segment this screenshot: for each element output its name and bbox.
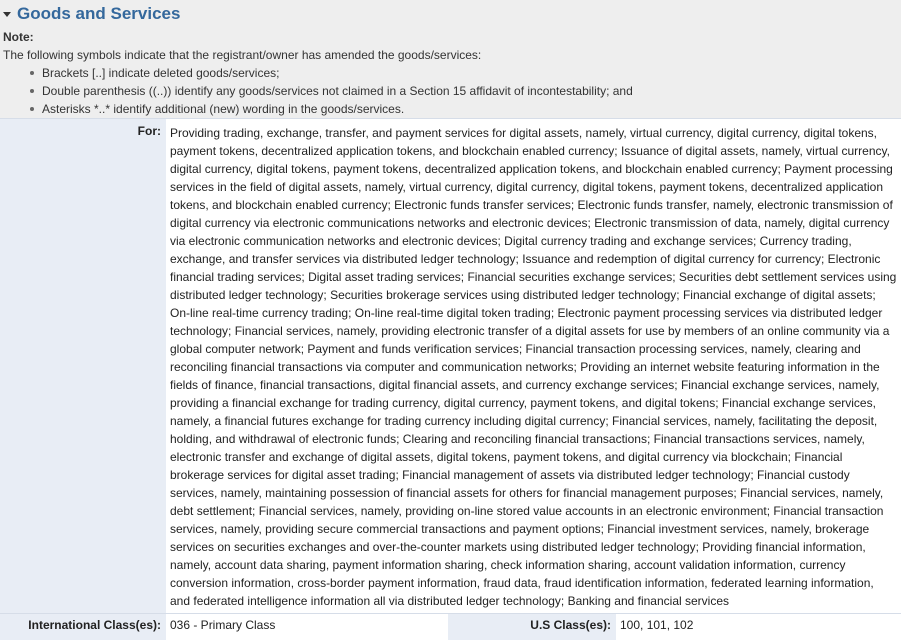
us-class-value: 100, 101, 102 bbox=[620, 618, 694, 632]
section-title: Goods and Services bbox=[17, 4, 181, 23]
note-label: Note: bbox=[3, 30, 34, 44]
for-row bbox=[0, 118, 901, 613]
international-class-value: 036 - Primary Class bbox=[170, 618, 276, 632]
note-list bbox=[3, 64, 898, 118]
goods-services-header[interactable] bbox=[0, 0, 901, 28]
note-item-double-parenthesis: Double parenthesis ((..)) identify any goods/services not claimed in a Section 15 affidavit of incontestability; and bbox=[42, 82, 898, 100]
note-intro: The following symbols indicate that the registrant/owner has amended the goods/services: bbox=[3, 48, 482, 62]
us-class-label: U.S Class(es): bbox=[448, 614, 616, 640]
international-class-label: International Class(es): bbox=[0, 614, 166, 640]
goods-services-description: Providing trading, exchange, transfer, and payment services for digital assets, namely, virtual currency, digital currency, digital tokens, payment tokens, decentralized application tokens, and blockchain enabled currency; Issuance of digital assets, namely, virtual currency, digital currency, digital tokens, payment tokens, decentralized application tokens, and blockchain enabled currency; Payment processing services in the field of digital assets, namely, virtual currency, digital currency, digital tokens, payment tokens, decentralized application tokens, and blockchain enabled currency; Electronic funds transfer services; Electronic funds transfer, namely, electronic transmission of digital currency via electronic communications networks and electronic devices; Electronic transmission of data, namely, digital currency via electronic communication networks and electronic devices; Digital currency trading and exchange services; Currency trading, exchange, and transfer services via distributed ledger technology; Issuance and redemption of digital currency for currency; Electronic financial trading services; Digital asset trading services; Financial securities exchange services; Securities debt settlement services using distributed ledger technology; Securities brokerage services using distributed ledger technology; Financial exchange of digital assets; On-line real-time currency trading; On-line real-time digital token trading; Electronic payment processing services via distributed ledger technology; Financial services, namely, providing electronic transfer of a digital assets for use by members of an online community via a global computer network; Payment and funds verification services; Financial transaction processing services, namely, clearing and reconciling financial transactions via computer and communication networks; Providing an internet website featuring information in the fields of finance, financial transactions, digital financial assets, and currency exchange services; Financial exchange services, namely, providing a financial exchange for trading currency, digital currency, payment tokens, and digital tokens; Financial exchange services, namely, a financial futures exchange for trading currency including digital currency; Financial services, namely, facilitating the deposit, holding, and withdrawal of electronic funds; Clearing and reconciling financial transactions; Financial transactions services, namely, electronic transfer and exchange of digital assets, digital tokens, payment tokens, and digital currency via blockchain; Financial brokerage services for digital asset trading; Financial management of assets via distributed ledger technology; Financial custody services, namely, maintaining possession of financial assets for others for financial management purposes; Financial services, namely, debt settlement; Financial services, namely, providing on-line stored value accounts in an electronic environment; Financial transaction services, namely, providing secure commercial transactions and payment options; Financial investment services, namely, brokerage services on securities exchanges and over-the-counter markets using distributed ledger technology; Providing financial information, namely, account data sharing, payment information sharing, check information sharing, account validation information, currency conversion information, cross-border payment information, fraud data, fraud identification information, federated learning information, and federated intelligence information all via distributed ledger technology; Banking and financial services bbox=[170, 126, 897, 608]
note-item-brackets: Brackets [..] indicate deleted goods/services; bbox=[42, 64, 898, 82]
class-row bbox=[0, 613, 901, 640]
collapse-caret-icon[interactable] bbox=[3, 12, 11, 17]
note-item-asterisks: Asterisks *..* identify additional (new) wording in the goods/services. bbox=[42, 100, 898, 118]
for-label: For: bbox=[0, 119, 166, 613]
amendment-note bbox=[0, 28, 901, 118]
